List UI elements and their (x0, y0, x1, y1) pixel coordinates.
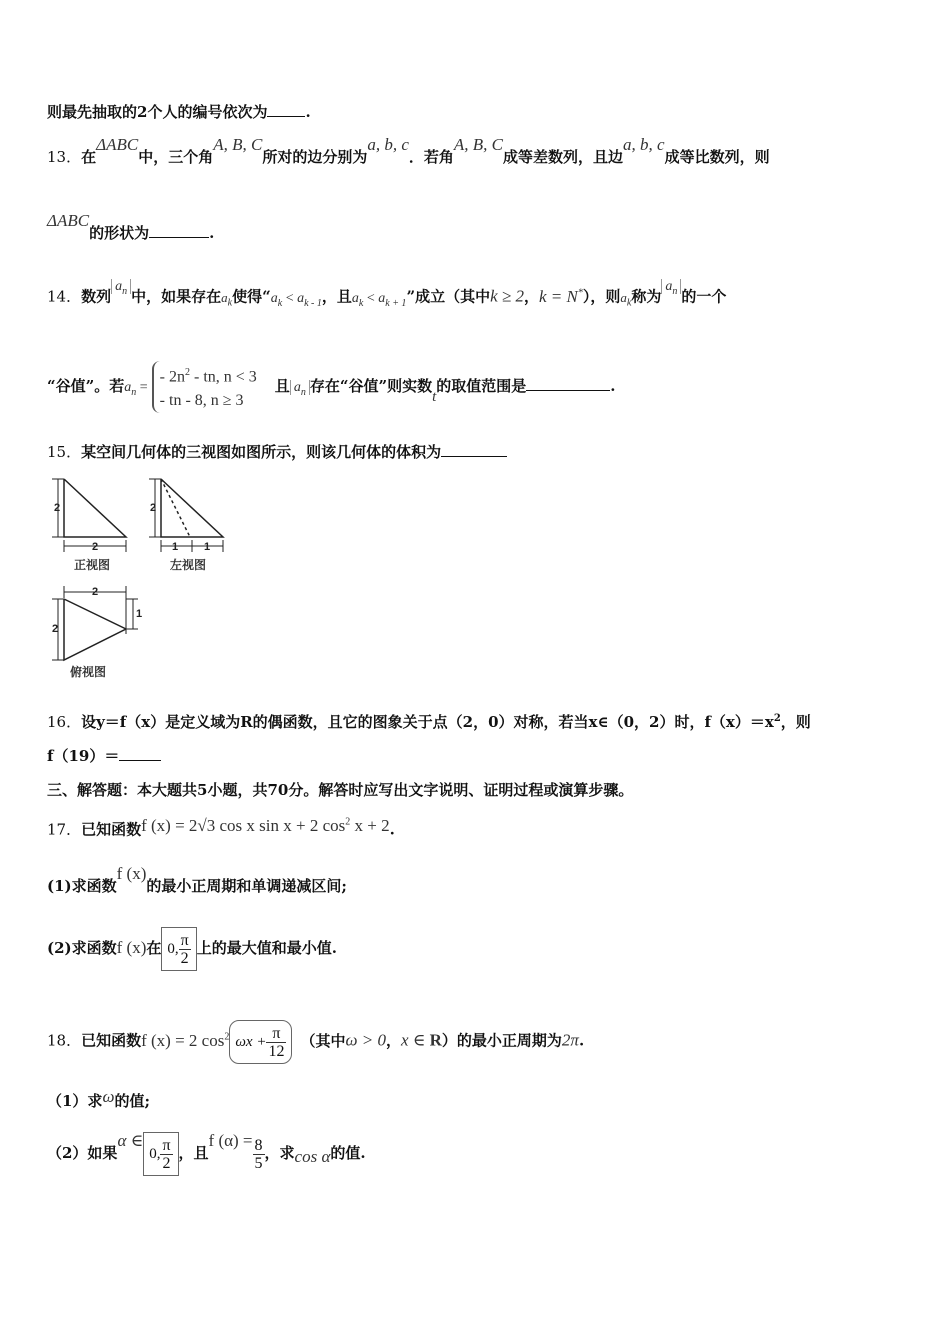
q12-text: 则最先抽取的2个人的编号依次为 (47, 103, 268, 121)
side-width-label-2: 1 (204, 541, 211, 553)
side-view-shape (161, 479, 223, 537)
answer-blank (441, 442, 507, 457)
q13-line2: ΔABC的形状为 . (47, 211, 215, 242)
q14-line1: 14．数列$a_n$ 中，如果存在$a_k$使得“$a_k < a_{k - 1}$，且$a_k < a_{k + 1}$”成立（其中k ≥ 2，k = N*），则$a_k$称为$a_n$ 的一个 (47, 278, 727, 309)
q18-part2: （2）如果α ∈0, $\frac{\pi}{2}$ ，且f (α) = $\frac{8}{5}$ ，求cos α的值. (47, 1128, 910, 1178)
q12-tail: 则最先抽取的2个人的编号依次为 . (47, 103, 311, 121)
q18-part1: （1）求ω的值; (47, 1087, 150, 1110)
side-height-label: 2 (150, 502, 157, 514)
q16-line2: f（19）＝ (47, 745, 910, 767)
interval: 0, $\frac{\pi}{2}$ (161, 927, 196, 971)
cos-argument: ωx + $\frac{\pi}{12}$ (229, 1020, 292, 1064)
three-view-figure (40, 474, 240, 682)
front-view-shape (64, 479, 126, 537)
interval: 0, $\frac{\pi}{2}$ (143, 1132, 178, 1176)
side-width-label-1: 1 (172, 541, 179, 553)
q17-part1: (1)求函数f (x)的最小正周期和单调递减区间; (47, 864, 347, 895)
answer-blank (267, 102, 305, 117)
answer-blank (149, 223, 209, 238)
top-offset-label: 1 (136, 608, 143, 620)
answer-blank (119, 746, 161, 761)
q16-line1: 16．设y＝f（x）是定义域为R的偶函数，且它的图象关于点（2，0）对称，若当x∈（0，2）时，$f(x)=x^2$，则 (47, 713, 811, 731)
top-view-label: 俯视图 (70, 665, 107, 679)
top-view-shape (64, 599, 126, 660)
side-view-label: 左视图 (170, 558, 207, 572)
front-width-label: 2 (92, 541, 99, 553)
top-height-label: 2 (52, 623, 59, 635)
q15-text: 15．某空间几何体的三视图如图所示，则该几何体的体积为 (47, 441, 910, 463)
q18-line1: 18．已知函数f (x) = 2 $\cos^2 \omega x$ + $\frac{\pi}{12}$ （其中ω > 0，x ∈ R）的最小正周期为2π. (47, 1012, 910, 1066)
front-height-label: 2 (54, 502, 61, 514)
front-view-label: 正视图 (74, 558, 111, 572)
q17-line1: 17．已知函数f (x) = 2√3 cos x sin x + 2 $\cos^2 x + 2$. (47, 815, 395, 839)
piecewise-cases: - $2n^2$ - tn, n < 3 - tn - 8, n ≥ 3 (152, 361, 257, 413)
answer-blank (526, 376, 610, 391)
q13-line1: 13．在ΔABC中，三个角A, B, C所对的边分别为a, b, c．若角A, B, C成等差数列，且边a, b, c成等比数列，则 (47, 135, 770, 166)
q14-line2: “谷值”。若$a_n$ = - $2n^2$ - tn, n < 3 - tn - 8, n ≥ 3 且 $a_n$ 存在“谷值”则实数t的取值范围是 . (47, 358, 910, 421)
q17-part2: (2)求函数f (x)在 0, $\frac{\pi}{2}$ 上的最大值和最小值. (47, 925, 910, 971)
section-heading: 三、解答题：本大题共5小题，共70分。解答时应写出文字说明、证明过程或演算步骤。 (47, 781, 634, 799)
top-width-label: 2 (92, 586, 99, 598)
